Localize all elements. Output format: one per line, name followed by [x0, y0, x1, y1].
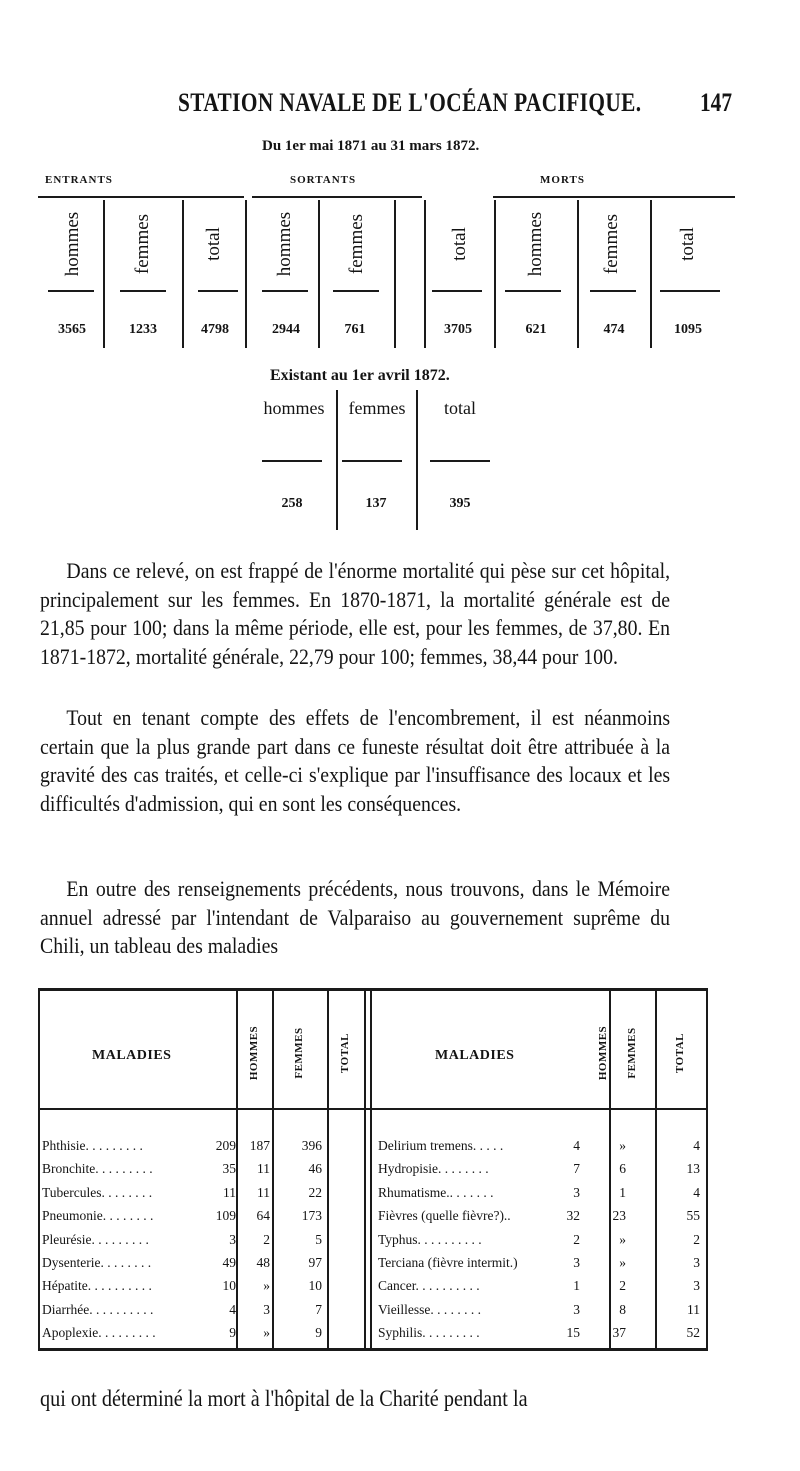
value-entrants-total: 4798 [201, 322, 229, 337]
maladie-right-hommes: 4 [573, 1138, 580, 1153]
maladies-header-total-right: TOTAL [674, 1033, 686, 1073]
maladie-left-name: Pleurésie. . . . . . . . . [42, 1231, 149, 1247]
maladies-header-total-left: TOTAL [339, 1033, 351, 1073]
table2-caption: Existant au 1er avril 1872. [270, 367, 450, 384]
maladie-right-name: Syphilis. . . . . . . . . [378, 1325, 480, 1341]
maladie-right-total: 3 [693, 1278, 700, 1294]
maladie-right-total: 2 [693, 1231, 700, 1247]
existant-value-hommes: 258 [281, 496, 303, 511]
maladie-left-total: 5 [315, 1231, 322, 1247]
maladie-right-femmes: » [619, 1231, 626, 1247]
maladie-left-hommes: 35 [222, 1161, 236, 1177]
maladie-left-total: 173 [301, 1208, 322, 1224]
maladie-right-hommes: 2 [573, 1231, 580, 1247]
maladies-header-femmes-left: FEMMES [293, 1027, 305, 1079]
maladie-left-femmes: 2 [263, 1231, 270, 1247]
maladie-right-name: Typhus. . . . . . . . . . [378, 1231, 482, 1247]
maladie-right-hommes: 3 [573, 1255, 580, 1270]
maladie-left-femmes: » [263, 1278, 270, 1294]
maladies-header-right: MALADIES [435, 1048, 515, 1063]
maladies-header-hommes-right: HOMMES [597, 1025, 609, 1081]
maladie-right-femmes: 23 [612, 1208, 626, 1224]
maladie-left-hommes: 109 [215, 1208, 236, 1224]
value-morts-total: 1095 [674, 322, 702, 337]
maladie-right-total: 3 [693, 1255, 700, 1270]
maladie-right-total: 55 [686, 1208, 700, 1224]
value-sortants-femmes: 761 [344, 322, 366, 337]
maladies-header-hommes-left: HOMMES [248, 1025, 260, 1081]
maladie-right-femmes: » [619, 1138, 626, 1153]
value-morts-hommes: 621 [525, 322, 547, 337]
maladie-right-name: Hydropisie. . . . . . . . [378, 1161, 489, 1177]
maladie-right-name: Vieillesse. . . . . . . . [378, 1301, 482, 1317]
maladie-left-total: 10 [308, 1278, 322, 1294]
maladies-header-left: MALADIES [92, 1048, 172, 1063]
maladie-right-total: 52 [686, 1325, 700, 1341]
col-morts-femmes: femmes [601, 213, 622, 275]
maladie-left-name: Hépatite. . . . . . . . . . [42, 1278, 152, 1294]
maladie-left-femmes: 3 [263, 1301, 270, 1317]
table1-caption: Du 1er mai 1871 au 31 mars 1872. [262, 138, 480, 154]
header-title: STATION NAVALE DE L'OCÉAN PACIFIQUE. [178, 88, 642, 117]
maladie-right-name: Rhumatisme.. . . . . . . [378, 1184, 494, 1200]
paragraph-1: Dans ce relevé, on est frappé de l'énorme mortalité qui pèse sur cet hôpital, principalement sur les femmes. En 1870-1871, la mortalité générale est de 21,85 pour 100; dans la même période, elle est, pour les femmes, de 37,80. En 1871-1872, mortalité générale, 22,79 pour 100; femmes, 38,44 pour 100. [40, 558, 671, 669]
col-entrants-total: total [203, 227, 224, 261]
maladie-left-femmes: » [263, 1325, 270, 1341]
maladie-left-hommes: 11 [223, 1184, 236, 1200]
maladie-right-hommes: 3 [573, 1301, 580, 1317]
maladie-left-femmes: 64 [256, 1208, 270, 1224]
existant-value-femmes: 137 [365, 496, 387, 511]
col-sortants-total: total [449, 227, 470, 261]
maladie-right-femmes: 1 [619, 1184, 626, 1200]
maladie-right-name: Cancer. . . . . . . . . . [378, 1278, 480, 1294]
group-morts: MORTS [540, 174, 585, 186]
maladie-left-femmes: 187 [249, 1138, 270, 1153]
maladie-right-femmes: 8 [619, 1301, 626, 1317]
maladie-left-total: 46 [308, 1161, 322, 1177]
maladie-left-hommes: 4 [229, 1301, 236, 1317]
page-number: 147 [700, 88, 732, 117]
paragraph-2: Tout en tenant compte des effets de l'encombrement, il est néanmoins certain que la plus grande part dans ce funeste résultat doit être attribuée à la gravité des cas traités, et celle-ci s'explique par l'insuffisance des locaux et les difficultés d'admission, qui en sont les conséquences. [40, 705, 671, 816]
col-sortants-femmes: femmes [346, 213, 367, 275]
maladie-left-total: 9 [315, 1325, 322, 1341]
maladie-right-hommes: 7 [573, 1161, 580, 1177]
maladie-left-name: Bronchite. . . . . . . . . [42, 1161, 153, 1177]
maladie-left-total: 396 [301, 1138, 322, 1153]
col-entrants-hommes: hommes [62, 211, 83, 277]
maladies-header-femmes-right: FEMMES [626, 1027, 638, 1079]
maladie-left-femmes: 48 [256, 1255, 270, 1270]
maladie-left-hommes: 9 [229, 1325, 236, 1341]
running-header [0, 88, 800, 124]
existant-col-femmes: femmes [348, 398, 406, 418]
col-morts-total: total [677, 227, 698, 261]
group-sortants: SORTANTS [290, 174, 357, 186]
maladie-left-hommes: 3 [229, 1231, 236, 1247]
maladie-left-name: Dysenterie. . . . . . . . [42, 1255, 152, 1270]
col-morts-hommes: hommes [525, 211, 546, 277]
maladie-left-total: 97 [308, 1255, 322, 1270]
maladie-left-femmes: 11 [257, 1184, 270, 1200]
maladie-left-hommes: 10 [222, 1278, 236, 1294]
value-sortants-hommes: 2944 [272, 322, 300, 337]
maladie-left-name: Phthisie. . . . . . . . . [42, 1138, 143, 1153]
value-morts-femmes: 474 [603, 322, 625, 337]
maladie-right-hommes: 3 [573, 1184, 580, 1200]
maladie-right-hommes: 1 [573, 1278, 580, 1294]
maladie-right-femmes: 37 [612, 1325, 626, 1341]
col-entrants-femmes: femmes [132, 213, 153, 275]
maladie-left-name: Diarrhée. . . . . . . . . . [42, 1301, 154, 1317]
existant-col-hommes: hommes [263, 398, 325, 418]
value-entrants-hommes: 3565 [58, 322, 86, 337]
maladie-left-total: 7 [315, 1301, 322, 1317]
closing-line: qui ont déterminé la mort à l'hôpital de la Charité pendant la [40, 1386, 528, 1411]
maladie-left-total: 22 [308, 1184, 322, 1200]
value-sortants-total: 3705 [444, 322, 472, 337]
maladie-left-name: Apoplexie. . . . . . . . . [42, 1325, 156, 1341]
maladie-right-total: 4 [693, 1184, 700, 1200]
maladie-left-name: Pneumonie. . . . . . . . [42, 1208, 154, 1224]
maladie-left-name: Tubercules. . . . . . . . [42, 1184, 153, 1200]
maladie-right-hommes: 32 [566, 1208, 580, 1224]
maladie-right-femmes: 6 [619, 1161, 626, 1177]
value-entrants-femmes: 1233 [129, 322, 157, 337]
existant-value-total: 395 [449, 496, 471, 511]
maladie-right-femmes: 2 [619, 1278, 626, 1294]
maladie-right-hommes: 15 [566, 1325, 580, 1341]
maladie-right-name: Fièvres (quelle fièvre?).. [378, 1208, 511, 1224]
existant-col-total: total [444, 398, 476, 418]
maladie-right-femmes: » [619, 1255, 626, 1270]
maladie-left-femmes: 11 [257, 1161, 270, 1177]
maladie-right-total: 13 [686, 1161, 700, 1177]
paragraph-3: En outre des renseignements précédents, nous trouvons, dans le Mémoire annuel adressé par l'intendant de Valparaiso au gouvernement suprême du Chili, un tableau des maladies [40, 876, 671, 959]
maladie-right-total: 11 [687, 1301, 700, 1317]
maladie-right-name: Delirium tremens. . . . . [378, 1138, 504, 1153]
maladie-left-hommes: 209 [215, 1138, 236, 1153]
maladie-right-total: 4 [693, 1138, 700, 1153]
group-entrants: ENTRANTS [45, 174, 113, 186]
col-sortants-hommes: hommes [274, 211, 295, 277]
maladie-right-name: Terciana (fièvre intermit.) [378, 1255, 518, 1270]
maladie-left-hommes: 49 [222, 1255, 236, 1270]
